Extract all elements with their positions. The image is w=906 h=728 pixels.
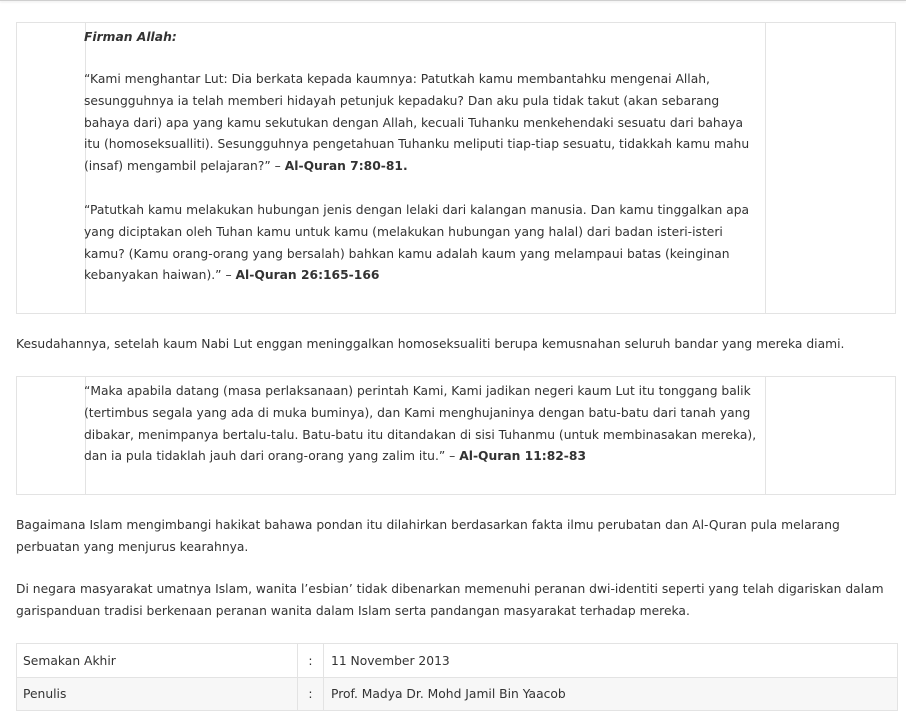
meta-label: Semakan Akhir bbox=[17, 644, 298, 677]
top-divider bbox=[0, 0, 906, 1]
quote-3 bbox=[84, 381, 760, 468]
quote-2 bbox=[84, 200, 760, 287]
quote-table-1-right-cell bbox=[766, 23, 895, 313]
quote-2-text: “Patutkah kamu melakukan hubungan jenis dengan lelaki dari kalangan manusia. Dan kamu tinggalkan apa yang diciptakan oleh Tuhan kamu untuk kamu (melakukan hubungan yang halal) dari badan isteri-isteri kamu? (Kamu orang-orang yang bersalah) bahkan kamu adalah kaum yang melampaui batas (keinginan kebanyakan haiwan).” – bbox=[84, 203, 750, 283]
quote-1-reference: Al-Quran 7:80-81. bbox=[284, 159, 408, 174]
paragraph-1: Kesudahannya, setelah kaum Nabi Lut enggan meninggalkan homoseksualiti berupa kemusnahan seluruh bandar yang mereka diami. bbox=[16, 337, 845, 351]
meta-value: 11 November 2013 bbox=[331, 653, 450, 668]
quote-1 bbox=[84, 69, 760, 178]
quote-heading bbox=[84, 27, 760, 49]
quote-3-reference: Al-Quran 11:82-83 bbox=[459, 449, 587, 464]
article-meta-table bbox=[16, 643, 898, 711]
meta-row-revision bbox=[17, 644, 897, 677]
quote-table-2-left-cell bbox=[17, 377, 86, 494]
meta-label: Penulis bbox=[17, 678, 298, 710]
quote-3-text: “Maka apabila datang (masa perlaksanaan) perintah Kami, Kami jadikan negeri kaum Lut itu tonggang balik (tertimbus segala yang ada di muka buminya), dan Kami menghujaninya dengan batu-batu dari tanah yang dibakar, menimpanya bertalu-talu. Batu-batu itu ditandakan di sisi Tuhanmu (untuk membinasakan mereka), dan ia pula tidaklah jauh dari orang-orang yang zalim itu.” – bbox=[84, 384, 757, 464]
paragraph-2: Bagaimana Islam mengimbangi hakikat bahawa pondan itu dilahirkan berdasarkan fakta ilmu perubatan dan Al-Quran pula melarang perbuatan yang menjurus kearahnya. bbox=[16, 518, 840, 554]
paragraph-3: Di negara masyarakat umatnya Islam, wanita l’esbian’ tidak dibenarkan memenuhi peranan dwi-identiti seperti yang telah digariskan dalam garispanduan tradisi berkenaan peranan wanita dalam Islam serta pandangan masyarakat terhadap mereka. bbox=[16, 582, 884, 618]
meta-value: Prof. Madya Dr. Mohd Jamil Bin Yaacob bbox=[331, 687, 566, 701]
meta-row-author bbox=[17, 677, 897, 710]
quote-table-1-left-cell bbox=[17, 23, 86, 313]
meta-separator: : bbox=[298, 644, 324, 677]
quote-1-text: “Kami menghantar Lut: Dia berkata kepada kaumnya: Patutkah kamu membantahku mengenai Allah, sesungguhnya ia telah memberi hidayah petunjuk kepadaku? Dan aku pula tidak takut (akan sebarang bahaya dari) apa yang kamu sekutukan dengan Allah, kecuali Tuhanku menkehendaki sesuatu dari bahaya itu (homoseksualliti). Sesungguhnya pengetahuan Tuhanku meliputi tiap-tiap sesuatu, tidakkah kamu mahu (insaf) mengambil pelajaran?” – bbox=[84, 72, 750, 174]
firman-allah-heading: Firman Allah: bbox=[84, 30, 177, 44]
quote-table-2-right-cell bbox=[766, 377, 895, 494]
meta-separator: : bbox=[298, 678, 324, 710]
quote-2-reference: Al-Quran 26:165-166 bbox=[235, 268, 380, 283]
